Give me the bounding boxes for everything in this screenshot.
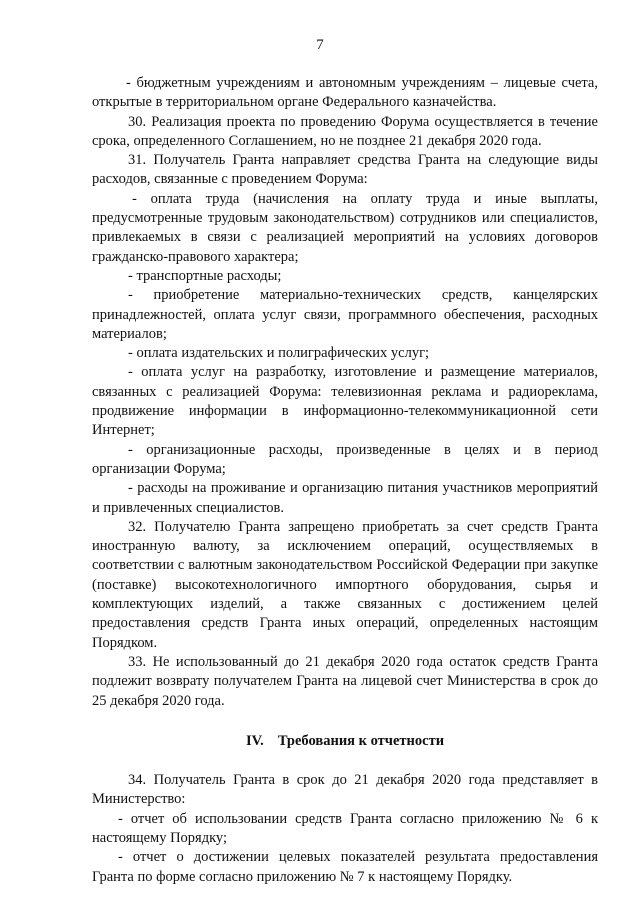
- section-heading: [92, 732, 598, 751]
- paragraph-30: 30. Реализация проекта по проведению Форума осуществляется в течение срока, определенного Соглашением, но не позднее 21 декабря 2020 года.: [92, 113, 598, 149]
- paragraph-32: 32. Получателю Гранта запрещено приобретать за счет средств Гранта иностранную валюту, за исключением операций, осуществляемых в соответствии с валютным законодательством Российской Федерации при закупке (поставке) высокотехнологичного импортного оборудования, сырья и комплектующих изделий, а также связанных с достижением целей предоставления средств Гранта иных операций, определенных настоящим Порядком.: [92, 518, 598, 651]
- list-item-advertising: - оплата услуг на разработку, изготовление и размещение материалов, связанных с реализацией Форума: телевизионная реклама и радиореклама, продвижение информации в информационно-телекоммуникационной сети Интернет;: [92, 364, 598, 439]
- list-item-printing: - оплата издательских и полиграфических услуг;: [128, 345, 430, 362]
- list-item-accommodation: - расходы на проживание и организацию питания участников мероприятий и привлеченных специалистов.: [92, 480, 598, 516]
- list-item-usage-report: - отчет об использовании средств Гранта согласно приложению № 6 к настоящему Порядку;: [92, 810, 598, 846]
- list-item-transport: - транспортные расходы;: [128, 267, 282, 284]
- list-item-organizational: - организационные расходы, произведенные в целях и в период организации Форума;: [92, 441, 598, 477]
- section-number: IV.: [245, 732, 264, 749]
- list-item-labor: - оплата труда (начисления на оплату труда и иные выплаты, предусмотренные трудовым законодательством) сотрудников или специалистов, привлекаемых в связи с реализацией мероприятий на условиях договоров гражданско-правового характера;: [92, 190, 598, 265]
- paragraph-budget-accounts: - бюджетным учреждениям и автономным учреждениям – лицевые счета, открытые в территориальном органе Федерального казначейства.: [92, 75, 598, 111]
- page-number: 7: [316, 37, 324, 53]
- paragraph-33: 33. Не использованный до 21 декабря 2020 года остаток средств Гранта подлежит возврату получателем Гранта на лицевой счет Министерства в срок до 25 декабря 2020 года.: [92, 653, 598, 709]
- list-item-materials: - приобретение материально-технических средств, канцелярских принадлежностей, оплата услуг связи, программного обеспечения, расходных материалов;: [92, 287, 598, 342]
- section-title: Требования к отчетности: [277, 732, 445, 749]
- list-item-results-report: - отчет о достижении целевых показателей результата предоставления Гранта по форме согласно приложению № 7 к настоящему Порядку.: [92, 849, 598, 885]
- document-body: [92, 74, 598, 887]
- paragraph-31: 31. Получатель Гранта направляет средства Гранта на следующие виды расходов, связанные с проведением Форума:: [92, 152, 598, 188]
- paragraph-34: 34. Получатель Гранта в срок до 21 декабря 2020 года представляет в Министерство:: [92, 772, 598, 808]
